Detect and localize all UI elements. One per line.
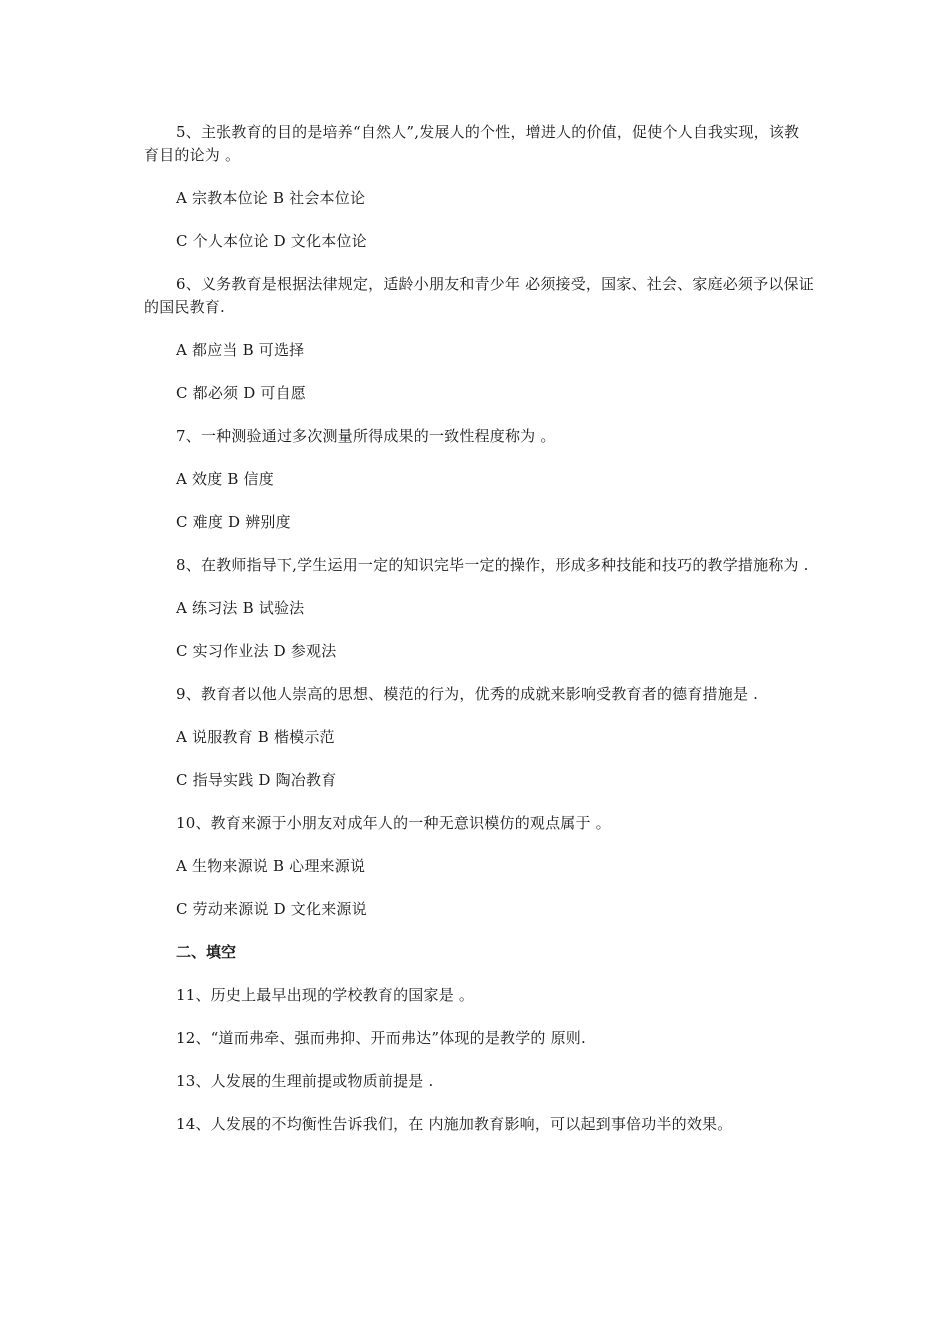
question-14: 14、人发展的不均衡性告诉我们，在 内施加教育影响，可以起到事倍功半的效果。 xyxy=(176,1115,733,1133)
question-7-options-ab: A 效度 B 信度 xyxy=(176,470,274,488)
question-13: 13、人发展的生理前提或物质前提是 . xyxy=(176,1072,434,1090)
section-heading-fill-in: 二、填空 xyxy=(176,943,237,961)
question-8-options-ab: A 练习法 B 试验法 xyxy=(176,599,305,617)
question-7: 7、一种测验通过多次测量所得成果的一致性程度称为 。 xyxy=(176,427,556,445)
question-8: 8、在教师指导下,学生运用一定的知识完毕一定的操作，形成多种技能和技巧的教学措施称为 . xyxy=(176,556,809,574)
question-10: 10、教育来源于小朋友对成年人的一种无意识模仿的观点属于 。 xyxy=(176,814,611,832)
question-5-options-cd: C 个人本位论 D 文化本位论 xyxy=(176,232,367,250)
question-11: 11、历史上最早出现的学校教育的国家是 。 xyxy=(176,986,475,1004)
question-5: 5、主张教育的目的是培养“自然人”,发展人的个性，增进人的价值，促使个人自我实现，该教育目的论为 。 xyxy=(144,123,800,164)
question-9: 9、教育者以他人崇高的思想、模范的行为，优秀的成就来影响受教育者的德育措施是 . xyxy=(176,685,759,703)
question-9-options-ab: A 说服教育 B 楷模示范 xyxy=(176,728,335,746)
document-body xyxy=(144,121,814,1156)
question-6: 6、义务教育是根据法律规定，适龄小朋友和青少年 必须接受，国家、社会、家庭必须予以保证的国民教育. xyxy=(144,275,814,316)
question-8-options-cd: C 实习作业法 D 参观法 xyxy=(176,642,337,660)
question-7-options-cd: C 难度 D 辨别度 xyxy=(176,513,291,531)
question-5-options-ab: A 宗教本位论 B 社会本位论 xyxy=(176,189,366,207)
question-9-options-cd: C 指导实践 D 陶冶教育 xyxy=(176,771,337,789)
question-6-options-ab: A 都应当 B 可选择 xyxy=(176,341,305,359)
question-10-options-cd: C 劳动来源说 D 文化来源说 xyxy=(176,900,367,918)
question-12: 12、“道而弗牵、强而弗抑、开而弗达”体现的是教学的 原则. xyxy=(176,1029,586,1047)
question-6-options-cd: C 都必须 D 可自愿 xyxy=(176,384,307,402)
question-10-options-ab: A 生物来源说 B 心理来源说 xyxy=(176,857,366,875)
